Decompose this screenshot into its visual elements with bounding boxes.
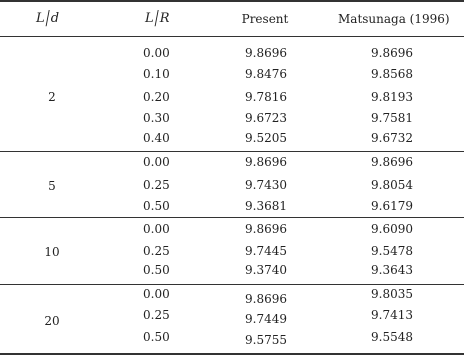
present-value: 9.7445 xyxy=(245,244,287,258)
present-value: 9.5755 xyxy=(245,333,287,347)
group-label: 2 xyxy=(48,90,56,104)
lr-value: 0.30 xyxy=(143,111,170,125)
lr-value: 0.00 xyxy=(143,46,170,60)
lr-value: 0.50 xyxy=(143,263,170,277)
lr-value: 0.20 xyxy=(143,90,170,104)
matsunaga-value: 9.8696 xyxy=(371,155,413,169)
header-rule xyxy=(0,36,464,37)
header-matsunaga: Matsunaga (1996) xyxy=(338,12,450,26)
present-value: 9.7816 xyxy=(245,90,287,104)
group-label: 20 xyxy=(44,314,60,328)
lr-value: 0.00 xyxy=(143,155,170,169)
bottom-rule xyxy=(0,353,464,355)
matsunaga-value: 9.5548 xyxy=(371,330,413,344)
lr-value: 0.40 xyxy=(143,131,170,145)
group-divider-2 xyxy=(0,217,464,218)
lr-value: 0.25 xyxy=(143,178,170,192)
matsunaga-value: 9.7581 xyxy=(371,111,413,125)
group-label: 5 xyxy=(48,179,56,193)
present-value: 9.8476 xyxy=(245,67,287,81)
matsunaga-value: 9.6732 xyxy=(371,131,413,145)
matsunaga-value: 9.6179 xyxy=(371,199,413,213)
header-l-over-d: L/d xyxy=(36,6,60,30)
present-value: 9.8696 xyxy=(245,222,287,236)
matsunaga-value: 9.8054 xyxy=(371,178,413,192)
present-value: 9.8696 xyxy=(245,155,287,169)
top-rule xyxy=(0,0,464,2)
matsunaga-value: 9.7413 xyxy=(371,308,413,322)
matsunaga-value: 9.8696 xyxy=(371,46,413,60)
lr-value: 0.00 xyxy=(143,287,170,301)
lr-value: 0.50 xyxy=(143,330,170,344)
lr-value: 0.25 xyxy=(143,308,170,322)
lr-value: 0.00 xyxy=(143,222,170,236)
present-value: 9.3740 xyxy=(245,263,287,277)
present-value: 9.6723 xyxy=(245,111,287,125)
present-value: 9.3681 xyxy=(245,199,287,213)
matsunaga-value: 9.8568 xyxy=(371,67,413,81)
matsunaga-value: 9.5478 xyxy=(371,244,413,258)
matsunaga-value: 9.6090 xyxy=(371,222,413,236)
lr-value: 0.25 xyxy=(143,244,170,258)
header-l-over-r: L/R xyxy=(145,6,170,30)
group-divider-1 xyxy=(0,151,464,152)
matsunaga-value: 9.8035 xyxy=(371,287,413,301)
matsunaga-value: 9.8193 xyxy=(371,90,413,104)
group-label: 10 xyxy=(44,245,60,259)
present-value: 9.5205 xyxy=(245,131,287,145)
matsunaga-value: 9.3643 xyxy=(371,263,413,277)
present-value: 9.8696 xyxy=(245,46,287,60)
group-divider-3 xyxy=(0,284,464,285)
present-value: 9.7449 xyxy=(245,312,287,326)
present-value: 9.8696 xyxy=(245,292,287,306)
lr-value: 0.50 xyxy=(143,199,170,213)
present-value: 9.7430 xyxy=(245,178,287,192)
header-present: Present xyxy=(241,12,289,26)
lr-value: 0.10 xyxy=(143,67,170,81)
